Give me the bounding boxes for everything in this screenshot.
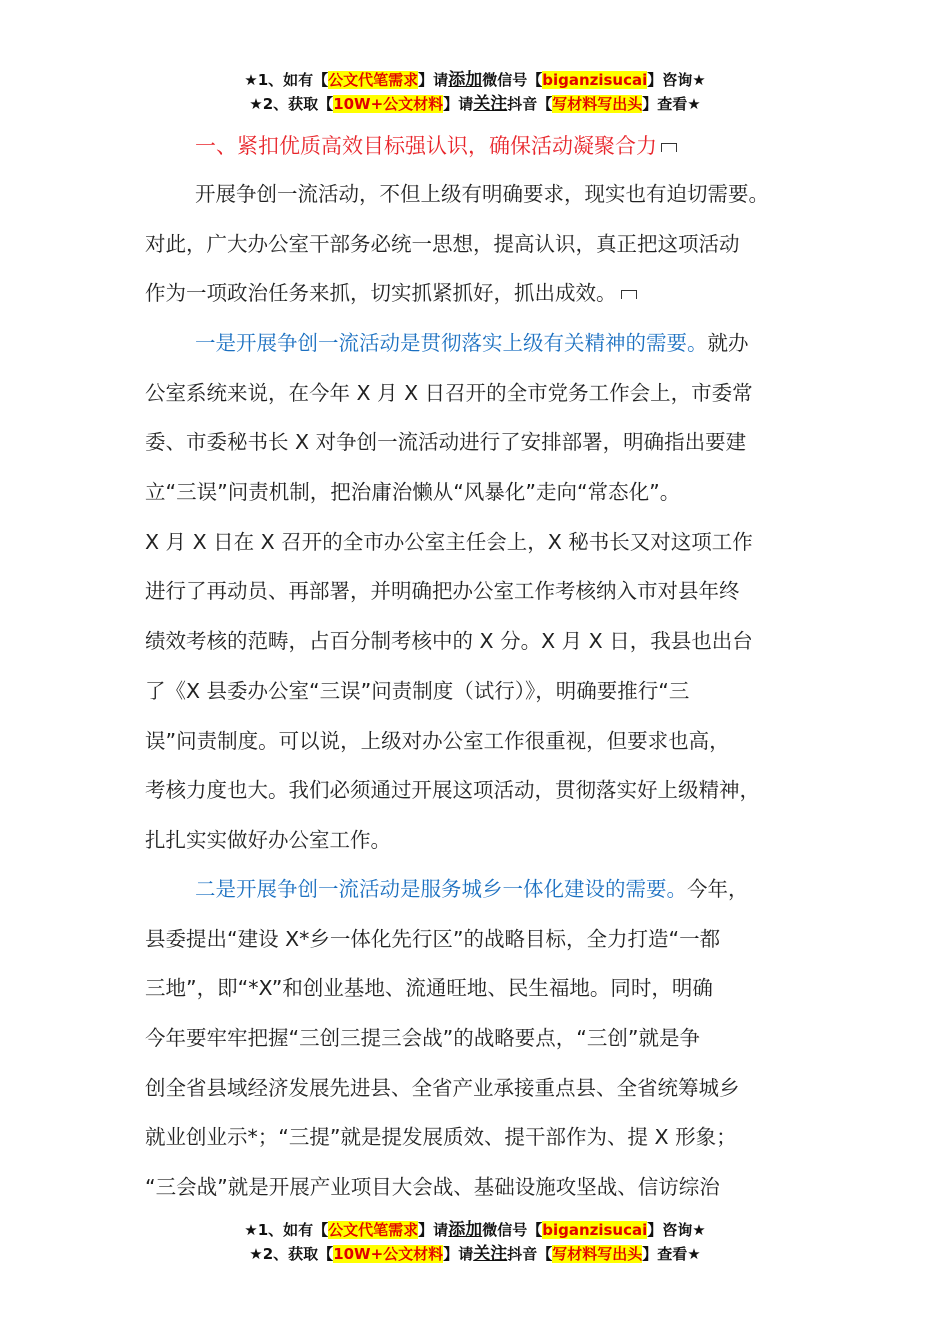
paragraph-point-two xyxy=(145,865,815,1213)
text-line: 公室系统来说，在今年 X 月 X 日召开的全市党务工作会上，市委常 xyxy=(145,380,753,405)
banner-text: ★2、获取【 xyxy=(249,95,334,113)
banner-text: 微信号【 xyxy=(482,1221,543,1239)
banner-text: 抖音【 xyxy=(507,95,553,113)
banner-highlight: 写材料写出头 xyxy=(552,1245,643,1263)
text-line: 就业创业示*；“三提”就是提发展质效、提干部作为、提 X 形象； xyxy=(145,1125,737,1150)
banner-text: 】咨询★ xyxy=(647,71,706,89)
banner-underlined: 添加 xyxy=(448,1220,483,1240)
bottom-banner xyxy=(0,1218,950,1266)
text-span: 今年， xyxy=(687,877,749,901)
banner-underlined: 添加 xyxy=(448,70,483,90)
banner-text: 微信号【 xyxy=(482,71,543,89)
text-line xyxy=(145,269,815,319)
point-lead: 二是开展争创一流活动是服务城乡一体化建设的需要。 xyxy=(195,877,687,901)
banner-text: 】请 xyxy=(418,71,449,89)
banner-text: 】请 xyxy=(443,1245,474,1263)
text-line: 县委提出“建设 X*乡一体化先行区”的战略目标，全力打造“一都 xyxy=(145,926,721,951)
banner-line-1 xyxy=(0,68,950,92)
section-heading-text: 一、紧扣优质高效目标强认识，确保活动凝聚合力 xyxy=(195,134,657,158)
banner-line-2 xyxy=(0,1242,950,1266)
banner-text: ★1、如有【 xyxy=(244,1221,329,1239)
banner-text: 】查看★ xyxy=(642,1245,701,1263)
text-line: 考核力度也大。我们必须通过开展这项活动，贯彻落实好上级精神， xyxy=(145,778,760,803)
banner-highlight: 公文代笔需求 xyxy=(328,1221,419,1239)
text-line: 今年要牢牢把握“三创三提三会战”的战略要点，“三创”就是争 xyxy=(145,1026,700,1051)
text-line: 绩效考核的范畴，占百分制考核中的 X 分。X 月 X 日，我县也出台 xyxy=(145,629,753,654)
text-line: 了《X 县委办公室“三误”问责制度（试行）》，明确要推行“三 xyxy=(145,678,690,703)
banner-text: 】咨询★ xyxy=(647,1221,706,1239)
banner-text: ★2、获取【 xyxy=(249,1245,334,1263)
text-span: 作为一项政治任务来抓，切实抓紧抓好，抓出成效。 xyxy=(145,281,617,306)
paragraph-point-one xyxy=(145,319,815,866)
banner-line-1 xyxy=(0,1218,950,1242)
banner-underlined: 关注 xyxy=(473,1244,508,1264)
text-line: X 月 X 日在 X 召开的全市办公室主任会上，X 秘书长又对这项工作 xyxy=(145,529,753,554)
text-span: 就办 xyxy=(707,331,749,355)
paragraph-mark-icon xyxy=(621,290,637,299)
text-line: 创全省县域经济发展先进县、全省产业承接重点县、全省统筹城乡 xyxy=(145,1075,740,1100)
banner-text: ★1、如有【 xyxy=(244,71,329,89)
text-line: 委、市委秘书长 X 对争创一流活动进行了安排部署，明确指出要建 xyxy=(145,430,747,455)
text-line: 扎扎实实做好办公室工作。 xyxy=(145,827,391,852)
banner-text: 】请 xyxy=(443,95,474,113)
text-line: 开展争创一流活动，不但上级有明确要求，现实也有迫切需要。 xyxy=(195,182,769,206)
section-heading xyxy=(195,128,677,164)
text-line xyxy=(145,865,815,915)
point-lead: 一是开展争创一流活动是贯彻落实上级有关精神的需要。 xyxy=(195,331,708,355)
paragraph-mark-icon xyxy=(661,143,677,152)
top-banner xyxy=(0,68,950,116)
text-line: 三地”，即“*X”和创业基地、流通旺地、民生福地。同时，明确 xyxy=(145,976,713,1001)
banner-text: 】查看★ xyxy=(642,95,701,113)
banner-highlight: biganzisucai xyxy=(542,71,648,89)
banner-highlight: 公文代笔需求 xyxy=(328,71,419,89)
banner-highlight: biganzisucai xyxy=(542,1221,648,1239)
banner-highlight: 写材料写出头 xyxy=(552,95,643,113)
text-line: 进行了再动员、再部署，并明确把办公室工作考核纳入市对县年终 xyxy=(145,579,740,604)
banner-text: 抖音【 xyxy=(507,1245,553,1263)
paragraph-intro xyxy=(145,170,815,319)
text-line: “三会战”就是开展产业项目大会战、基础设施攻坚战、信访综治 xyxy=(145,1175,720,1200)
banner-underlined: 关注 xyxy=(473,94,508,114)
banner-highlight: 10W+公文材料 xyxy=(333,95,444,113)
text-line: 对此，广大办公室干部务必统一思想，提高认识，真正把这项活动 xyxy=(145,231,740,256)
banner-text: 】请 xyxy=(418,1221,449,1239)
text-line: 立“三误”问责机制，把治庸治懒从“风暴化”走向“常态化”。 xyxy=(145,480,681,505)
banner-highlight: 10W+公文材料 xyxy=(333,1245,444,1263)
text-line xyxy=(145,319,815,369)
banner-line-2 xyxy=(0,92,950,116)
text-line: 误”问责制度。可以说，上级对办公室工作很重视，但要求也高， xyxy=(145,728,730,753)
